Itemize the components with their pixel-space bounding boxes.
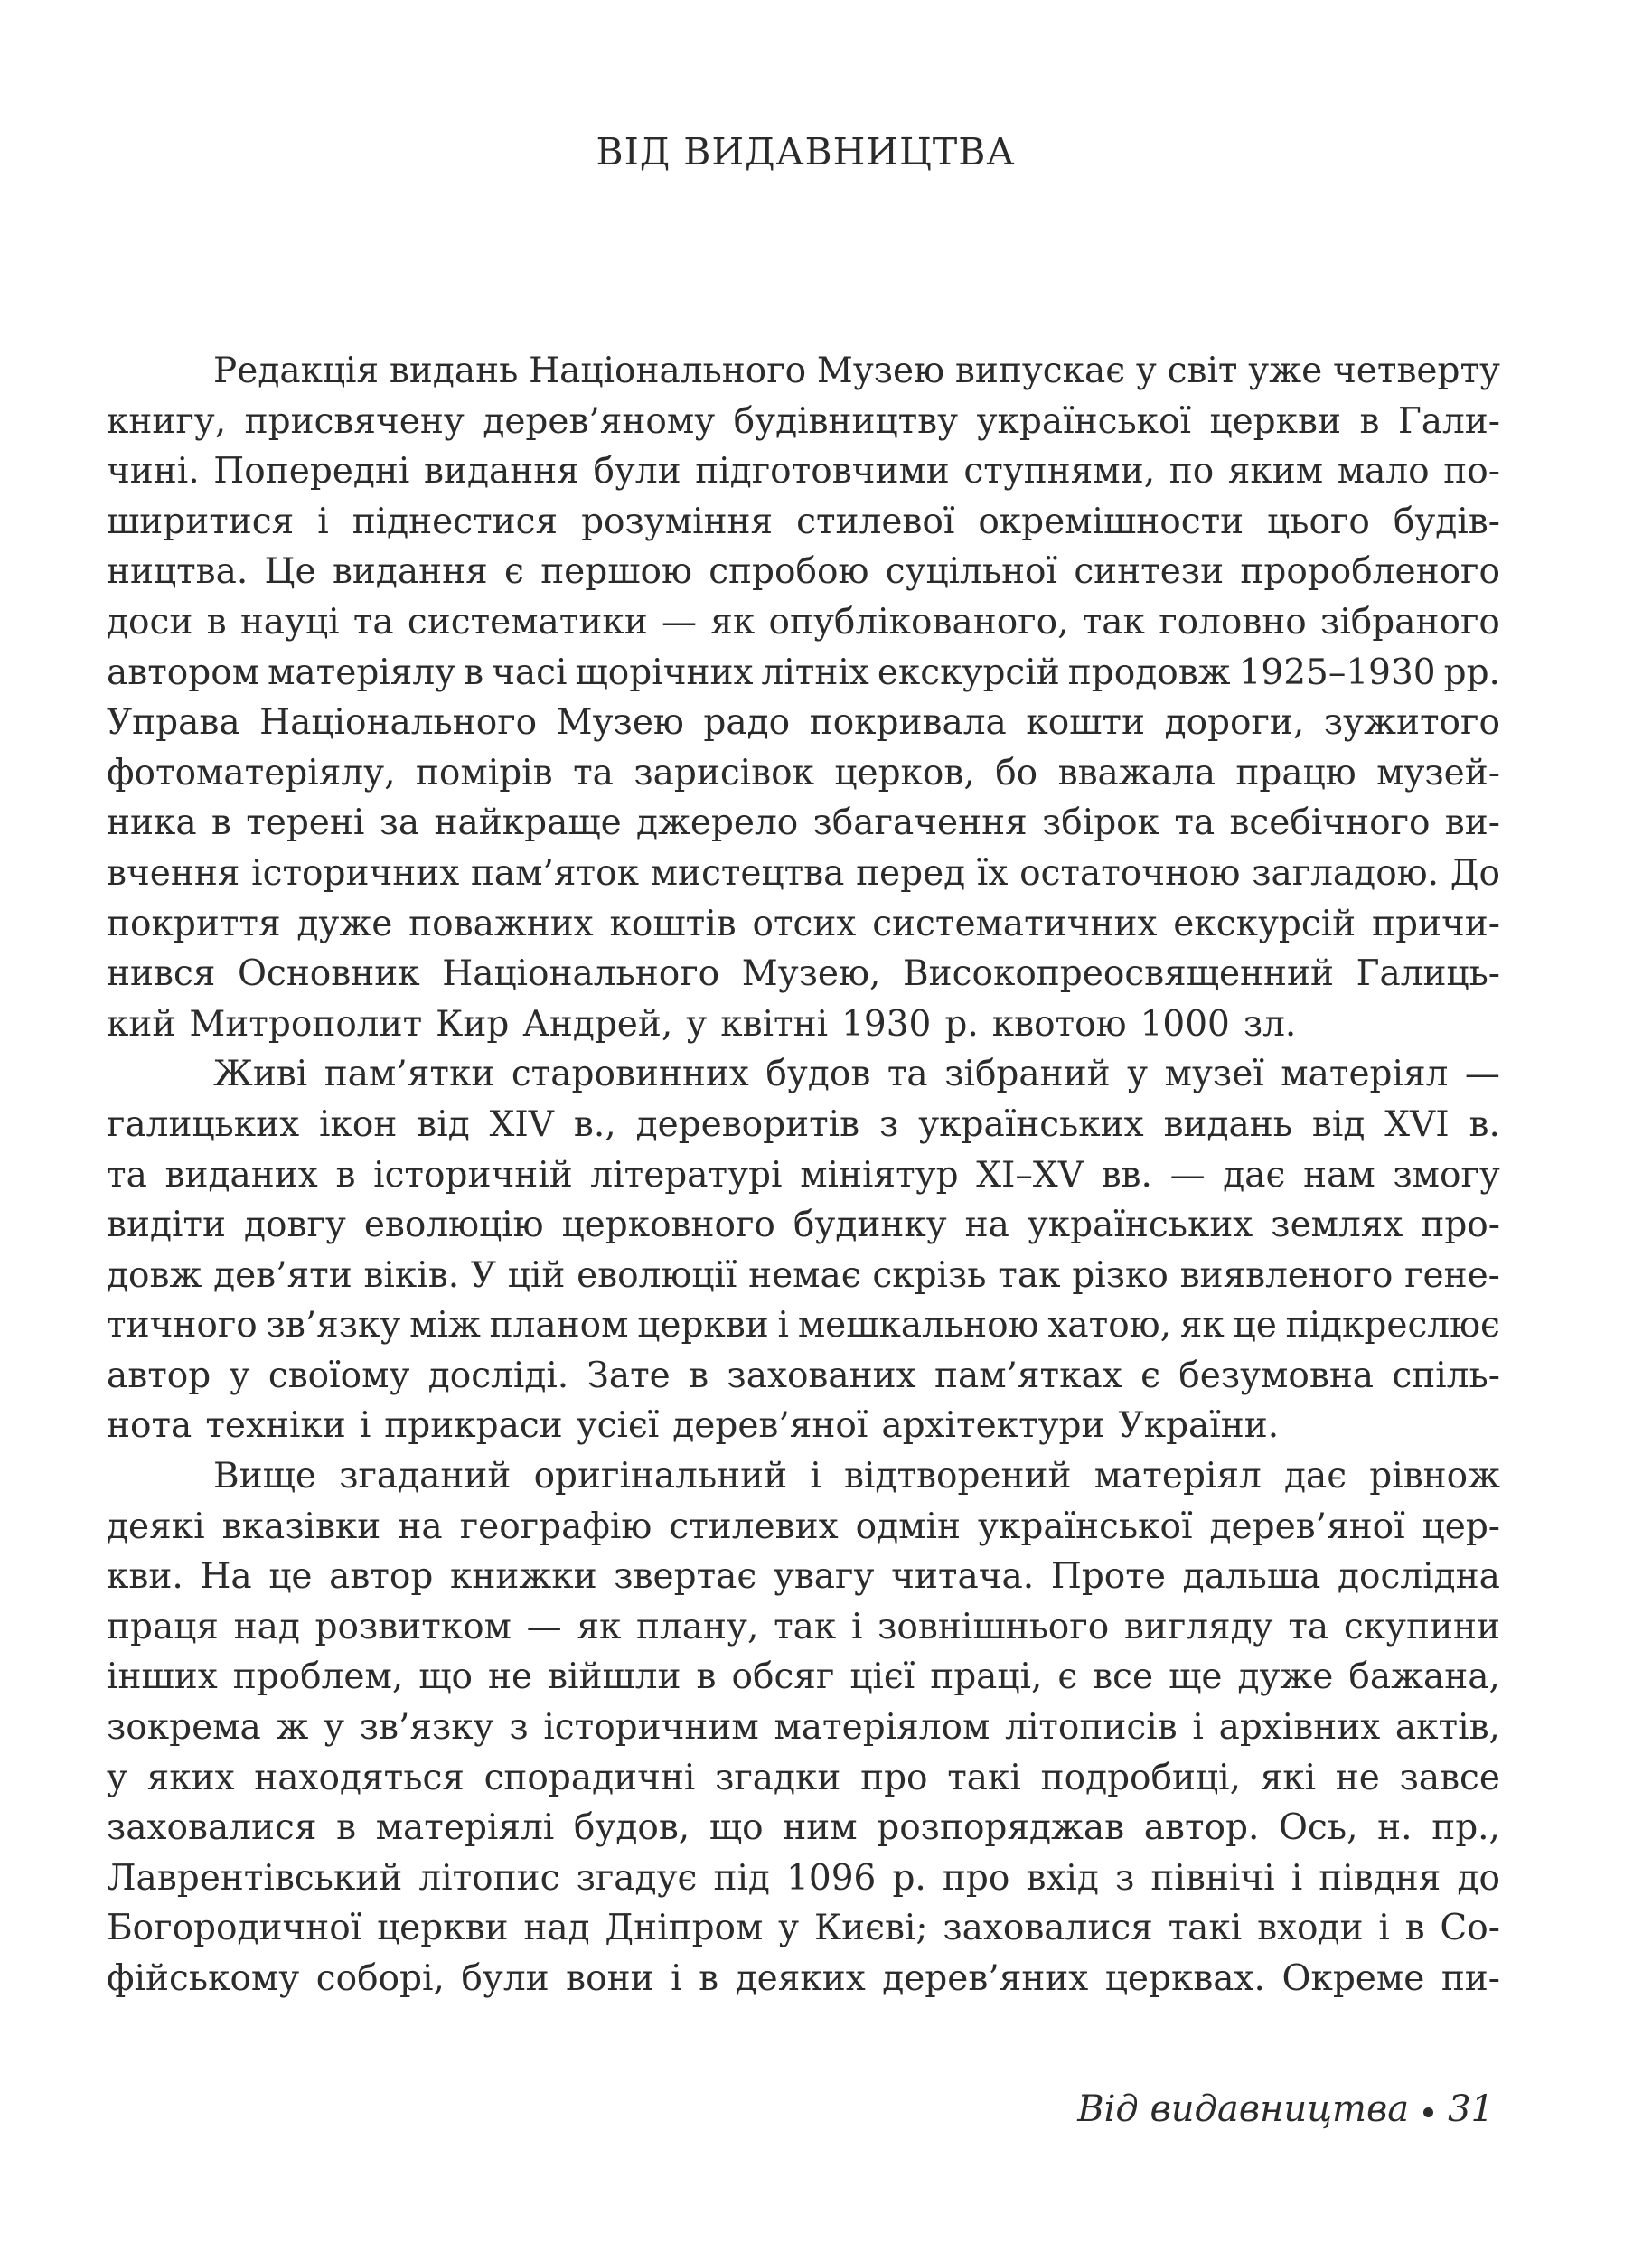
text-line: заховалися в матеріялі будов, що ним розпоряджав автор. Ось, н. пр.,: [107, 1807, 1500, 1849]
text-line: довж дев’яти віків. У цій еволюції немає скрізь так різко виявленого гене-: [107, 1254, 1500, 1296]
text-line: нота техніки і прикраси усієї дерев’яної архітектури України.: [107, 1405, 1280, 1447]
text-line: фотоматеріялу, помірів та зарисівок церков, бо вважала працю музей-: [107, 752, 1500, 793]
text-line: Лаврентівський літопис згадує під 1096 р. про вхід з північі і півдня до: [107, 1857, 1500, 1899]
text-line: праця над розвитком — як плану, так і зовнішнього вигляду та скупини: [107, 1606, 1500, 1647]
text-line: доси в науці та систематики — як опублікованого, так головно зібраного: [107, 601, 1500, 643]
footer-separator-dot: [1423, 2107, 1433, 2117]
page-footer: [1077, 2088, 1494, 2130]
text-line: автором матеріялу в часі щорічних літніх екскурсій продовж 1925–1930 рр.: [107, 652, 1500, 693]
text-line: ника в терені за найкраще джерело збагачення збірок та всебічного ви-: [107, 802, 1500, 844]
text-line: видіти довгу еволюцію церковного будинку на українських землях про-: [107, 1205, 1500, 1246]
text-line: ництва. Це видання є першою спробою суцільної синтези проробленого: [107, 551, 1500, 593]
text-line: галицьких ікон від XIV в., дереворитів з українських видань від XVI в.: [107, 1103, 1500, 1145]
text-line: зокрема ж у зв’язку з історичним матеріялом літописів і архівних актів,: [107, 1707, 1500, 1749]
text-line: чині. Попередні видання були підготовчими ступнями, по яким мало по-: [107, 451, 1500, 493]
text-line: та виданих в історичній літературі мініятур XI–XV вв. — дає нам змогу: [107, 1154, 1500, 1196]
text-line: покриття дуже поважних коштів отсих систематичних екскурсій причи-: [107, 903, 1500, 944]
text-line: у яких находяться спорадичні згадки про такі подробиці, які не завсе: [107, 1757, 1500, 1798]
text-line: тичного зв’язку між планом церкви і мешкальною хатою, як це підкреслює: [107, 1305, 1500, 1347]
text-line: Богородичної церкви над Дніпром у Києві; заховалися такі входи і в Со-: [107, 1908, 1500, 1949]
text-line: кий Митрополит Кир Андрей, у квітні 1930 р. квотою 1000 зл.: [107, 1003, 1297, 1045]
text-line: кви. На це автор книжки звертає увагу читача. Проте дальша дослідна: [107, 1556, 1500, 1598]
text-line: інших проблем, що не війшли в обсяг цієї праці, є все ще дуже бажана,: [107, 1656, 1500, 1698]
text-line: Управа Національного Музею радо покривала кошти дороги, зужитого: [107, 702, 1500, 744]
text-line: нився Основник Національного Музею, Високопреосвященний Галиць-: [107, 953, 1500, 995]
text-line: ширитися і піднестися розуміння стилевої окремішности цього будів-: [107, 501, 1500, 542]
page-number: 31: [1448, 2088, 1494, 2130]
body-text: [107, 346, 1500, 2004]
text-line: вчення історичних пам’яток мистецтва перед їх остаточною загладою. До: [107, 852, 1500, 894]
text-line: Редакція видань Національного Музею випускає у світ уже четверту: [213, 351, 1500, 391]
text-line: Вище згаданий оригінальний і відтворений матеріял дає рівнож: [213, 1456, 1500, 1497]
text-line: книгу, присвячену дерев’яному будівництву української церкви в Гали-: [107, 400, 1500, 442]
text-line: деякі вказівки на географію стилевих одмін української дерев’яної цер-: [107, 1506, 1500, 1547]
text-line: фійському соборі, були вони і в деяких дерев’яних церквах. Окреме пи-: [107, 1958, 1500, 1999]
running-title: Від видавництва: [1077, 2088, 1410, 2130]
text-line: Живі пам’ятки старовинних будов та зібраний у музеї матеріял —: [213, 1054, 1500, 1095]
page-title: ВІД ВИДАВНИЦТВА: [596, 130, 1016, 174]
text-line: автор у своїому досліді. Зате в захованих пам’ятках є безумовна спіль-: [107, 1355, 1500, 1396]
